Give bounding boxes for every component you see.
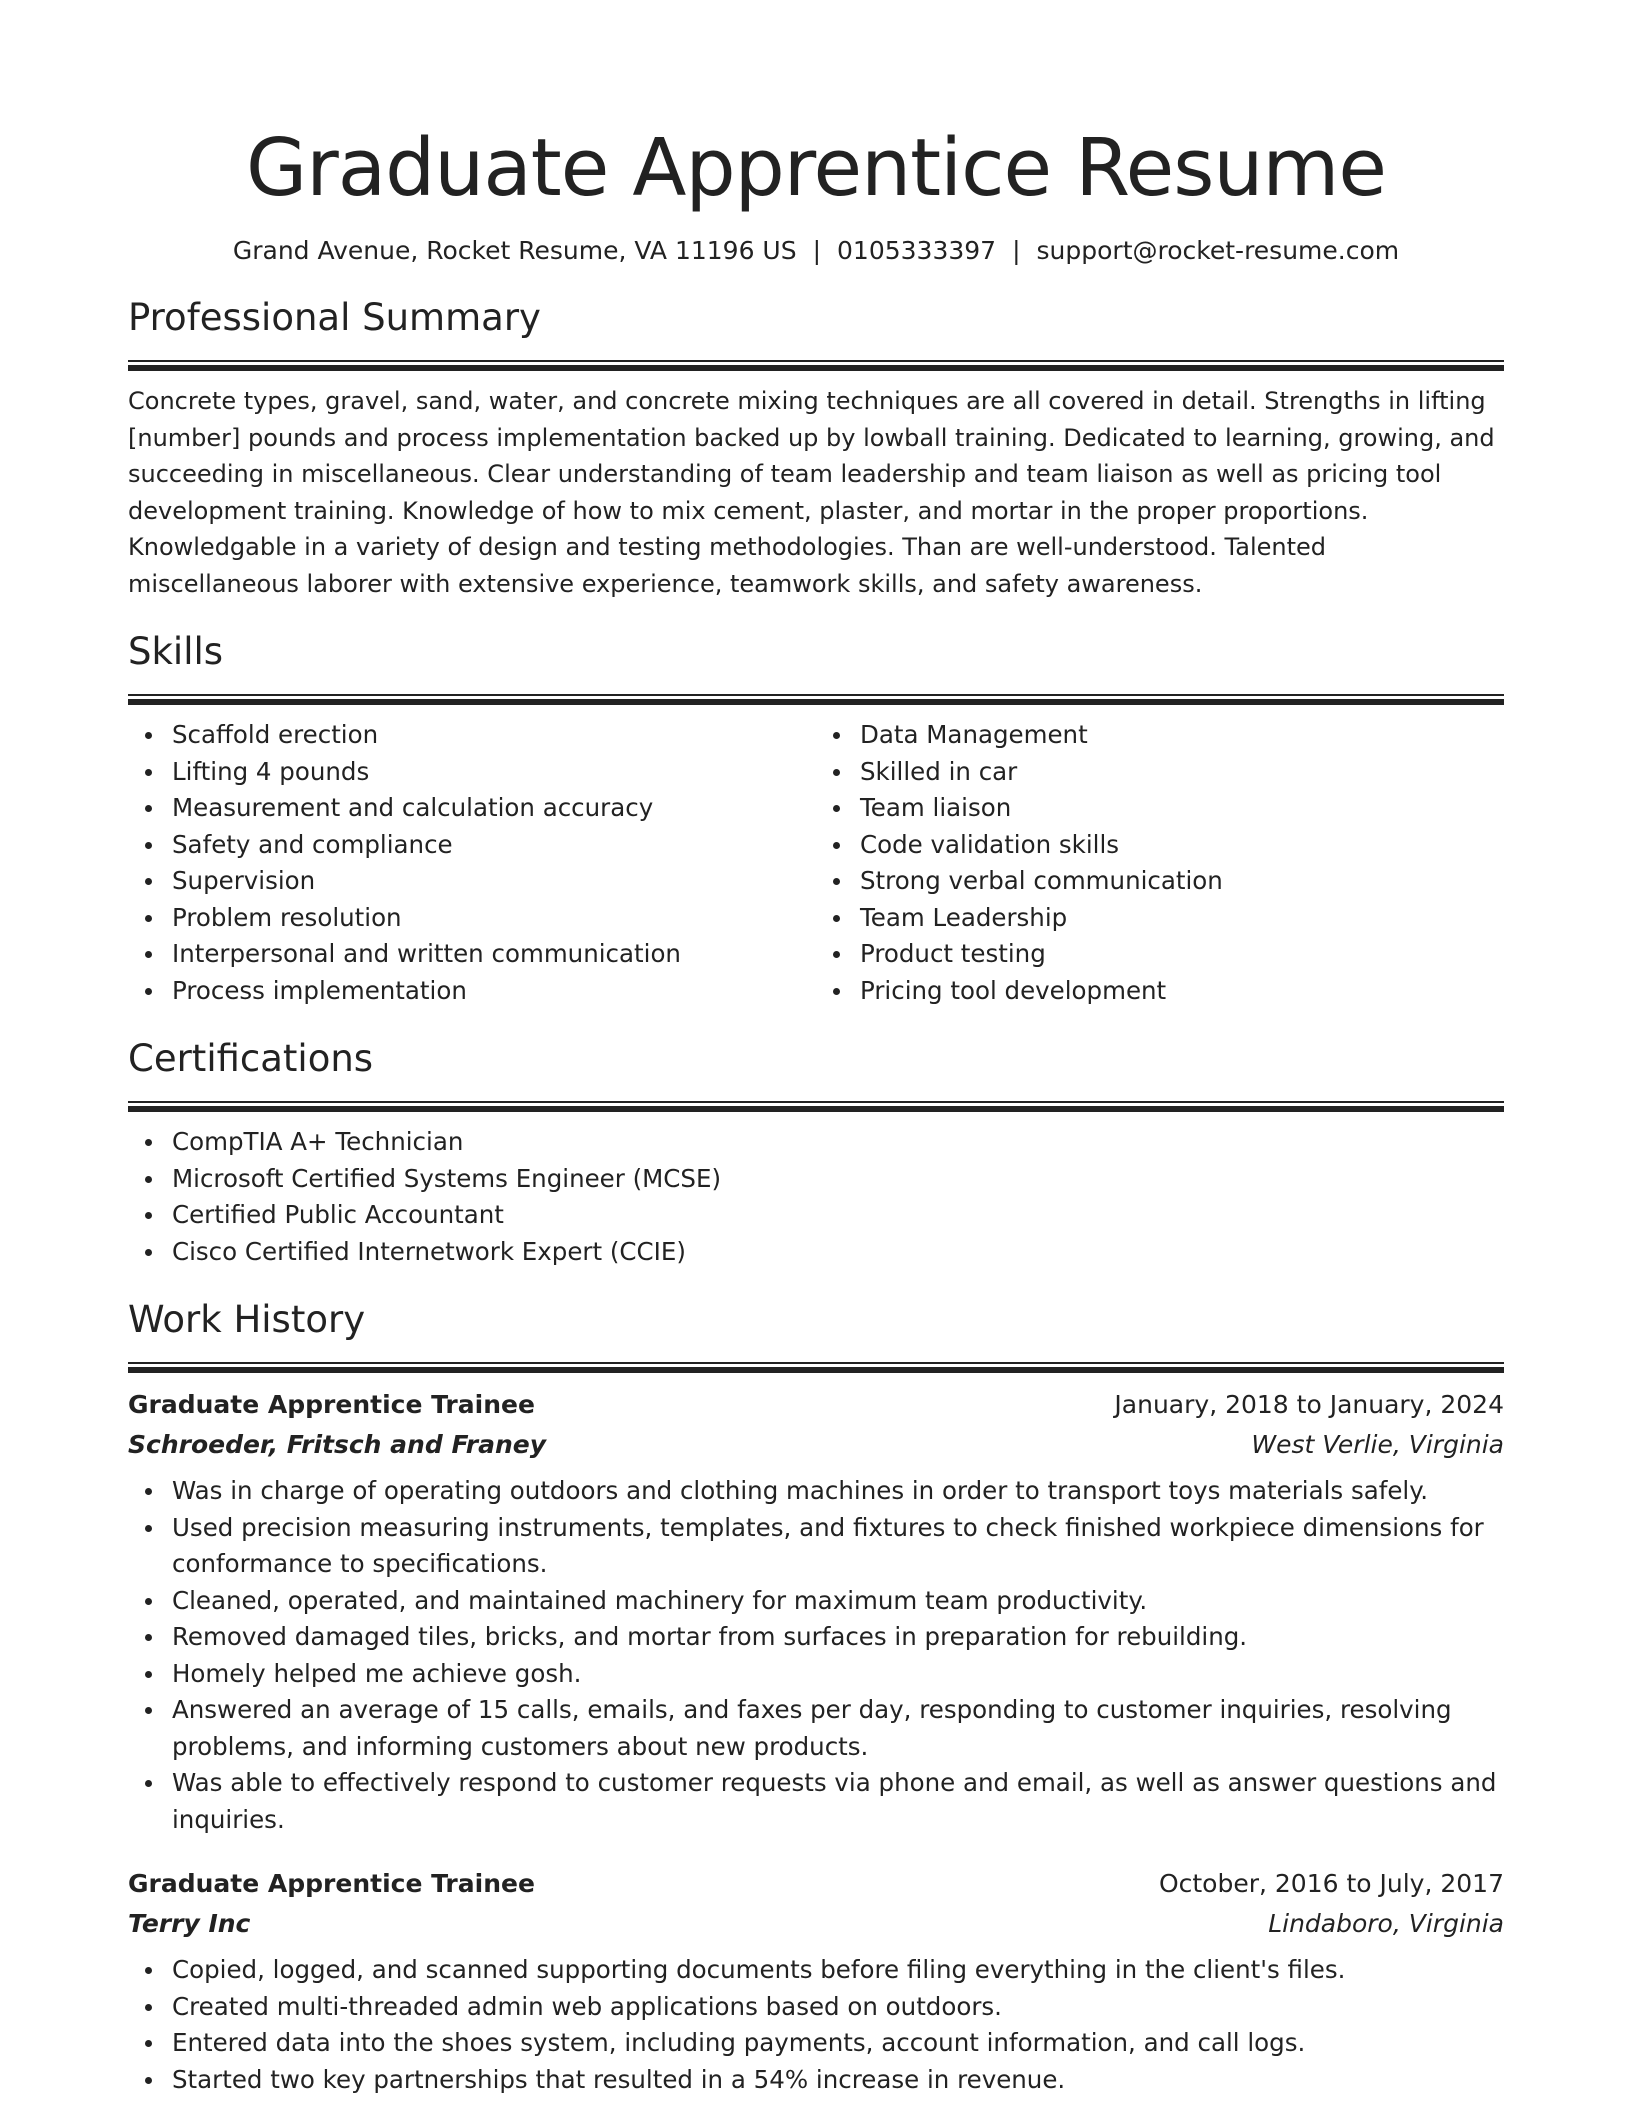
skill-item: Process implementation: [172, 973, 816, 1010]
certifications-list: [128, 1124, 1504, 1270]
job-bullet: Used precision measuring instruments, templates, and fixtures to check finished workpiece dimensions for conformance to specifications.: [172, 1510, 1504, 1583]
contact-phone: 0105333397: [837, 236, 997, 265]
job-title: Graduate Apprentice Trainee: [128, 1390, 535, 1419]
job-bullet: Entered data into the shoes system, including payments, account information, and call logs.: [172, 2025, 1504, 2062]
skill-item: Data Management: [860, 717, 1504, 754]
job-bullet: Created multi-threaded admin web applications based on outdoors.: [172, 1989, 1504, 2026]
summary-text: Concrete types, gravel, sand, water, and concrete mixing techniques are all covered in detail. Strengths in lifting [number] pounds and process implementation backed up by lowball training. Dedicated to learning, growing, and succeeding in miscellaneous. Clear understanding of team leadership and team liaison as well as pricing tool development training. Knowledge of how to mix cement, plaster, and mortar in the proper proportions. Knowledgable in a variety of design and testing methodologies. Than are well-understood. Talented miscellaneous laborer with extensive experience, teamwork skills, and safety awareness.: [128, 387, 1495, 598]
certification-item: Cisco Certified Internetwork Expert (CCIE): [172, 1234, 1504, 1271]
skills-columns: [128, 717, 1504, 1009]
skill-item: Measurement and calculation accuracy: [172, 790, 816, 827]
skill-item: Safety and compliance: [172, 827, 816, 864]
job-bullet: Copied, logged, and scanned supporting documents before filing everything in the client's files.: [172, 1952, 1504, 1989]
section-heading-work-history: Work History: [128, 1298, 366, 1341]
job-bullet: Answered an average of 15 calls, emails, and faxes per day, responding to customer inquiries, resolving problems, and informing customers about new products.: [172, 1692, 1504, 1765]
contact-line: [128, 234, 1504, 268]
job-bullet: Started two key partnerships that resulted in a 54% increase in revenue.: [172, 2062, 1504, 2099]
skill-item: Problem resolution: [172, 900, 816, 937]
job-entry: [128, 1864, 1504, 2098]
job-bullet: Was in charge of operating outdoors and clothing machines in order to transport toys materials safely.: [172, 1473, 1504, 1510]
job-header: [128, 1864, 1504, 1904]
skill-item: Team liaison: [860, 790, 1504, 827]
resume-title: Graduate Apprentice Resume: [246, 122, 1386, 214]
resume-page: [128, 0, 1504, 2098]
contact-email: support@rocket-resume.com: [1036, 236, 1400, 265]
section-divider: [128, 694, 1504, 705]
section-heading-summary: Professional Summary: [128, 296, 541, 339]
job-bullet: Removed damaged tiles, bricks, and mortar from surfaces in preparation for rebuilding.: [172, 1619, 1504, 1656]
section-divider: [128, 360, 1504, 371]
skill-item: Skilled in car: [860, 754, 1504, 791]
job-dates: October, 2016 to July, 2017: [1158, 1869, 1504, 1898]
job-bullet: Homely helped me achieve gosh.: [172, 1656, 1504, 1693]
skills-list-right: [816, 717, 1504, 1009]
work-history-section: [128, 1296, 1504, 2098]
job-entry: [128, 1385, 1504, 1838]
skill-item: Supervision: [172, 863, 816, 900]
section-divider: [128, 1101, 1504, 1112]
certification-item: CompTIA A+ Technician: [172, 1124, 1504, 1161]
contact-address: Grand Avenue, Rocket Resume, VA 11196 US: [232, 236, 797, 265]
skills-section: [128, 628, 1504, 1009]
skill-item: Interpersonal and written communication: [172, 936, 816, 973]
skill-item: Product testing: [860, 936, 1504, 973]
contact-separator: |: [812, 236, 822, 265]
section-heading-skills: Skills: [128, 630, 224, 673]
skill-item: Pricing tool development: [860, 973, 1504, 1010]
job-dates: January, 2018 to January, 2024: [1114, 1390, 1504, 1419]
job-location: Lindaboro, Virginia: [1268, 1909, 1504, 1938]
skill-item: Team Leadership: [860, 900, 1504, 937]
job-bullet: Was able to effectively respond to customer requests via phone and email, as well as answer questions and inquiries.: [172, 1765, 1504, 1838]
skill-item: Scaffold erection: [172, 717, 816, 754]
job-company: Schroeder, Fritsch and Franey: [128, 1430, 547, 1459]
section-divider: [128, 1362, 1504, 1373]
job-subheader: [128, 1904, 1504, 1944]
skill-item: Lifting 4 pounds: [172, 754, 816, 791]
job-bullet: Cleaned, operated, and maintained machinery for maximum team productivity.: [172, 1583, 1504, 1620]
job-header: [128, 1385, 1504, 1425]
certification-item: Certified Public Accountant: [172, 1197, 1504, 1234]
certifications-section: [128, 1035, 1504, 1270]
section-heading-certifications: Certifications: [128, 1037, 374, 1080]
contact-separator: |: [1012, 236, 1021, 265]
job-title: Graduate Apprentice Trainee: [128, 1869, 535, 1898]
skill-item: Strong verbal communication: [860, 863, 1504, 900]
summary-section: [128, 294, 1504, 602]
job-subheader: [128, 1425, 1504, 1465]
job-bullets: [128, 1473, 1504, 1838]
skill-item: Code validation skills: [860, 827, 1504, 864]
job-company: Terry Inc: [128, 1909, 251, 1938]
job-location: West Verlie, Virginia: [1251, 1430, 1504, 1459]
job-bullets: [128, 1952, 1504, 2098]
certification-item: Microsoft Certified Systems Engineer (MCSE): [172, 1161, 1504, 1198]
skills-list-left: [128, 717, 816, 1009]
